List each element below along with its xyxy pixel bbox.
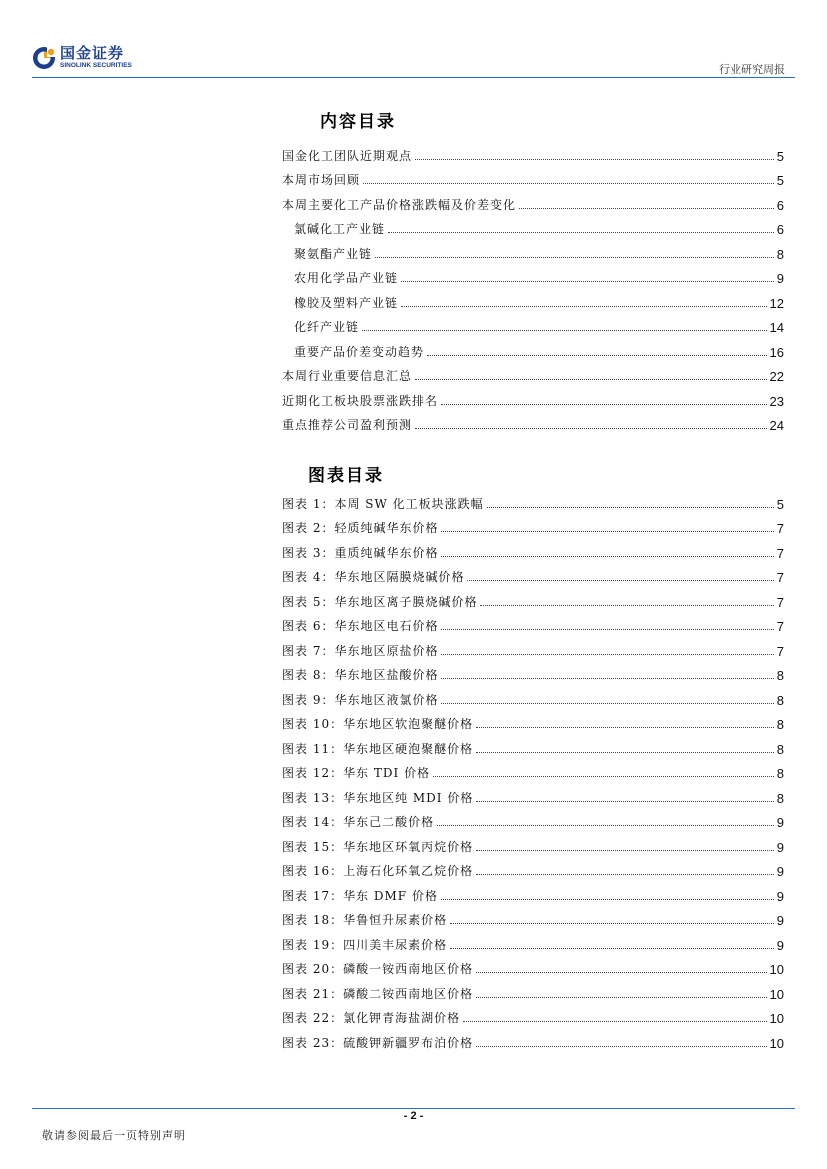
figure-entry-page-number: 8 [776, 766, 784, 781]
dot-leader [480, 605, 773, 606]
dot-leader [441, 556, 773, 557]
figure-entry[interactable] [282, 855, 784, 880]
dot-leader [476, 972, 766, 973]
dot-leader [441, 678, 773, 679]
figure-entry[interactable] [282, 757, 784, 782]
figure-entry-page-number: 7 [776, 643, 784, 659]
contents-entry-page-number: 6 [776, 197, 784, 213]
contents-entry-page-number: 5 [776, 148, 784, 164]
figure-entry[interactable] [282, 830, 784, 855]
contents-entry-page-number: 9 [776, 271, 784, 286]
contents-entry[interactable] [282, 311, 784, 336]
dot-leader [476, 727, 774, 728]
dot-leader [476, 850, 774, 851]
dot-leader [476, 1046, 766, 1047]
figure-entry-page-number: 10 [769, 986, 784, 1002]
figure-entry-page-number: 10 [769, 962, 784, 977]
figure-entry-page-number: 8 [776, 790, 784, 806]
contents-entry-page-number: 22 [769, 369, 784, 384]
figure-entry-page-number: 7 [776, 594, 784, 610]
contents-entry[interactable] [282, 139, 784, 164]
figure-entry-page-number: 8 [776, 692, 784, 708]
dot-leader [362, 330, 767, 331]
logo-chinese-name: 国金证券 [60, 44, 125, 63]
dot-leader [476, 752, 774, 753]
figure-entry[interactable] [282, 977, 784, 1002]
dot-leader [463, 1021, 766, 1022]
figure-entry[interactable] [282, 610, 784, 635]
contents-entry[interactable] [282, 335, 784, 360]
figure-entry[interactable] [282, 585, 784, 610]
contents-entry-label: 重点推荐公司盈利预测 [282, 418, 413, 432]
dot-leader [388, 232, 774, 233]
contents-list [282, 139, 784, 433]
dot-leader [375, 257, 774, 258]
contents-entry-page-number: 5 [776, 173, 784, 188]
figure-entry[interactable] [282, 659, 784, 684]
figure-entry-label: 图表 6：华东地区电石价格 [282, 619, 439, 633]
dot-leader [437, 825, 774, 826]
contents-entry-label: 氯碱化工产业链 [294, 222, 386, 236]
dot-leader [433, 776, 774, 777]
figure-entry-label: 图表 14：华东己二酸价格 [282, 815, 435, 829]
header-divider [32, 77, 795, 78]
figure-entry[interactable] [282, 781, 784, 806]
dot-leader [427, 355, 767, 356]
contents-entry[interactable] [282, 360, 784, 385]
dot-leader [441, 629, 773, 630]
figure-entry-page-number: 9 [776, 888, 784, 904]
figure-entry[interactable] [282, 904, 784, 929]
figure-entry-page-number: 7 [776, 521, 784, 536]
logo-english-name: SINOLINK SECURITIES [60, 62, 132, 70]
figure-entry-label: 图表 11：华东地区硬泡聚醚价格 [282, 741, 474, 756]
figure-entry-page-number: 8 [776, 741, 784, 757]
contents-title: 内容目录 [320, 112, 396, 132]
contents-entry[interactable] [282, 384, 784, 409]
figure-entry-label: 图表 10：华东地区软泡聚醚价格 [282, 717, 474, 731]
dot-leader [401, 281, 774, 282]
figure-entry-label: 图表 12：华东 TDI 价格 [282, 766, 431, 780]
figure-entry[interactable] [282, 806, 784, 831]
figure-entry-label: 图表 21：磷酸二铵西南地区价格 [282, 986, 474, 1001]
dot-leader [441, 703, 773, 704]
dot-leader [441, 404, 767, 405]
figure-entry[interactable] [282, 953, 784, 978]
figure-entry-label: 图表 15：华东地区环氧丙烷价格 [282, 839, 474, 854]
dot-leader [519, 208, 774, 209]
figure-entry-page-number: 7 [776, 619, 784, 634]
figure-entry-page-number: 9 [776, 815, 784, 830]
figure-entry-page-number: 10 [769, 1011, 784, 1026]
figure-entry-label: 图表 2：轻质纯碱华东价格 [282, 521, 439, 535]
dot-leader [476, 874, 774, 875]
figures-title: 图表目录 [308, 466, 384, 486]
figure-entry-page-number: 9 [776, 864, 784, 879]
dot-leader [415, 379, 767, 380]
contents-entry-label: 国金化工团队近期观点 [282, 148, 413, 163]
figure-entry-label: 图表 8：华东地区盐酸价格 [282, 668, 439, 682]
footer-divider [32, 1108, 795, 1109]
figure-entry[interactable] [282, 683, 784, 708]
contents-entry[interactable] [282, 409, 784, 434]
figure-entry-label: 图表 18：华鲁恒升尿素价格 [282, 913, 448, 927]
figure-entry[interactable] [282, 879, 784, 904]
dot-leader [401, 306, 767, 307]
figure-entry-page-number: 7 [776, 570, 784, 585]
figure-entry[interactable] [282, 512, 784, 537]
dot-leader [441, 654, 773, 655]
contents-entry-label: 本周市场回顾 [282, 173, 361, 187]
dot-leader [467, 580, 773, 581]
contents-entry-page-number: 8 [776, 246, 784, 262]
figure-entry-label: 图表 5：华东地区离子膜烧碱价格 [282, 594, 478, 609]
figure-entry-page-number: 9 [776, 937, 784, 953]
contents-entry-label: 本周行业重要信息汇总 [282, 369, 413, 383]
contents-entry-label: 化纤产业链 [294, 320, 360, 334]
contents-entry-label: 重要产品价差变动趋势 [294, 344, 425, 359]
disclaimer-text: 敬请参阅最后一页特别声明 [42, 1129, 186, 1142]
figure-entry[interactable] [282, 708, 784, 733]
dot-leader [415, 428, 767, 429]
contents-entry-page-number: 23 [769, 393, 784, 409]
page-header [0, 0, 827, 80]
figure-entry-page-number: 8 [776, 668, 784, 683]
contents-entry-page-number: 14 [769, 320, 784, 335]
figure-entry-page-number: 10 [769, 1035, 784, 1051]
figure-entry-label: 图表 4：华东地区隔膜烧碱价格 [282, 570, 465, 584]
contents-entry-page-number: 6 [776, 222, 784, 237]
figure-entry-page-number: 8 [776, 717, 784, 732]
dot-leader [441, 531, 773, 532]
contents-entry-page-number: 12 [769, 295, 784, 311]
figure-entry-label: 图表 16：上海石化环氧乙烷价格 [282, 864, 474, 878]
document-type: 行业研究周报 [719, 63, 785, 76]
figure-entry-label: 图表 7：华东地区原盐价格 [282, 643, 439, 658]
contents-entry[interactable] [282, 213, 784, 238]
company-logo [32, 46, 132, 70]
logo-mark-icon [32, 46, 56, 70]
figure-entry-label: 图表 3：重质纯碱华东价格 [282, 545, 439, 560]
contents-entry-label: 本周主要化工产品价格涨跌幅及价差变化 [282, 197, 517, 212]
figure-entry-page-number: 5 [776, 496, 784, 512]
contents-entry[interactable] [282, 262, 784, 287]
figure-entry-label: 图表 9：华东地区液氯价格 [282, 692, 439, 707]
contents-entry-label: 近期化工板块股票涨跌排名 [282, 393, 439, 408]
figure-entry[interactable] [282, 732, 784, 757]
dot-leader [476, 997, 766, 998]
dot-leader [363, 183, 774, 184]
contents-entry[interactable] [282, 237, 784, 262]
figure-entry-label: 图表 13：华东地区纯 MDI 价格 [282, 790, 474, 805]
dot-leader [487, 507, 774, 508]
contents-entry[interactable] [282, 286, 784, 311]
figure-entry[interactable] [282, 487, 784, 512]
figure-entry-label: 图表 22：氯化钾青海盐湖价格 [282, 1011, 461, 1025]
contents-entry-label: 农用化学品产业链 [294, 271, 399, 285]
dot-leader [450, 923, 774, 924]
figure-entry-label: 图表 20：磷酸一铵西南地区价格 [282, 962, 474, 976]
dot-leader [450, 948, 774, 949]
figure-entry[interactable] [282, 561, 784, 586]
dot-leader [441, 899, 774, 900]
figures-list [282, 487, 784, 1051]
figure-entry[interactable] [282, 1002, 784, 1027]
contents-entry-page-number: 24 [769, 418, 784, 433]
figure-entry-label: 图表 23：硫酸钾新疆罗布泊价格 [282, 1035, 474, 1050]
contents-entry-label: 聚氨酯产业链 [294, 246, 373, 261]
dot-leader [415, 159, 774, 160]
contents-entry[interactable] [282, 164, 784, 189]
figure-entry-page-number: 9 [776, 913, 784, 928]
contents-entry-label: 橡胶及塑料产业链 [294, 295, 399, 310]
figure-entry-page-number: 9 [776, 839, 784, 855]
dot-leader [476, 801, 773, 802]
figure-entry-page-number: 7 [776, 545, 784, 561]
figure-entry[interactable] [282, 928, 784, 953]
contents-entry-page-number: 16 [769, 344, 784, 360]
figure-entry-label: 图表 19：四川美丰尿素价格 [282, 937, 448, 952]
figure-entry[interactable] [282, 634, 784, 659]
figure-entry[interactable] [282, 1026, 784, 1051]
figure-entry-label: 图表 17：华东 DMF 价格 [282, 888, 438, 903]
figure-entry-label: 图表 1：本周 SW 化工板块涨跌幅 [282, 496, 484, 511]
page-number: - 2 - [403, 1110, 424, 1122]
contents-entry[interactable] [282, 188, 784, 213]
figure-entry[interactable] [282, 536, 784, 561]
